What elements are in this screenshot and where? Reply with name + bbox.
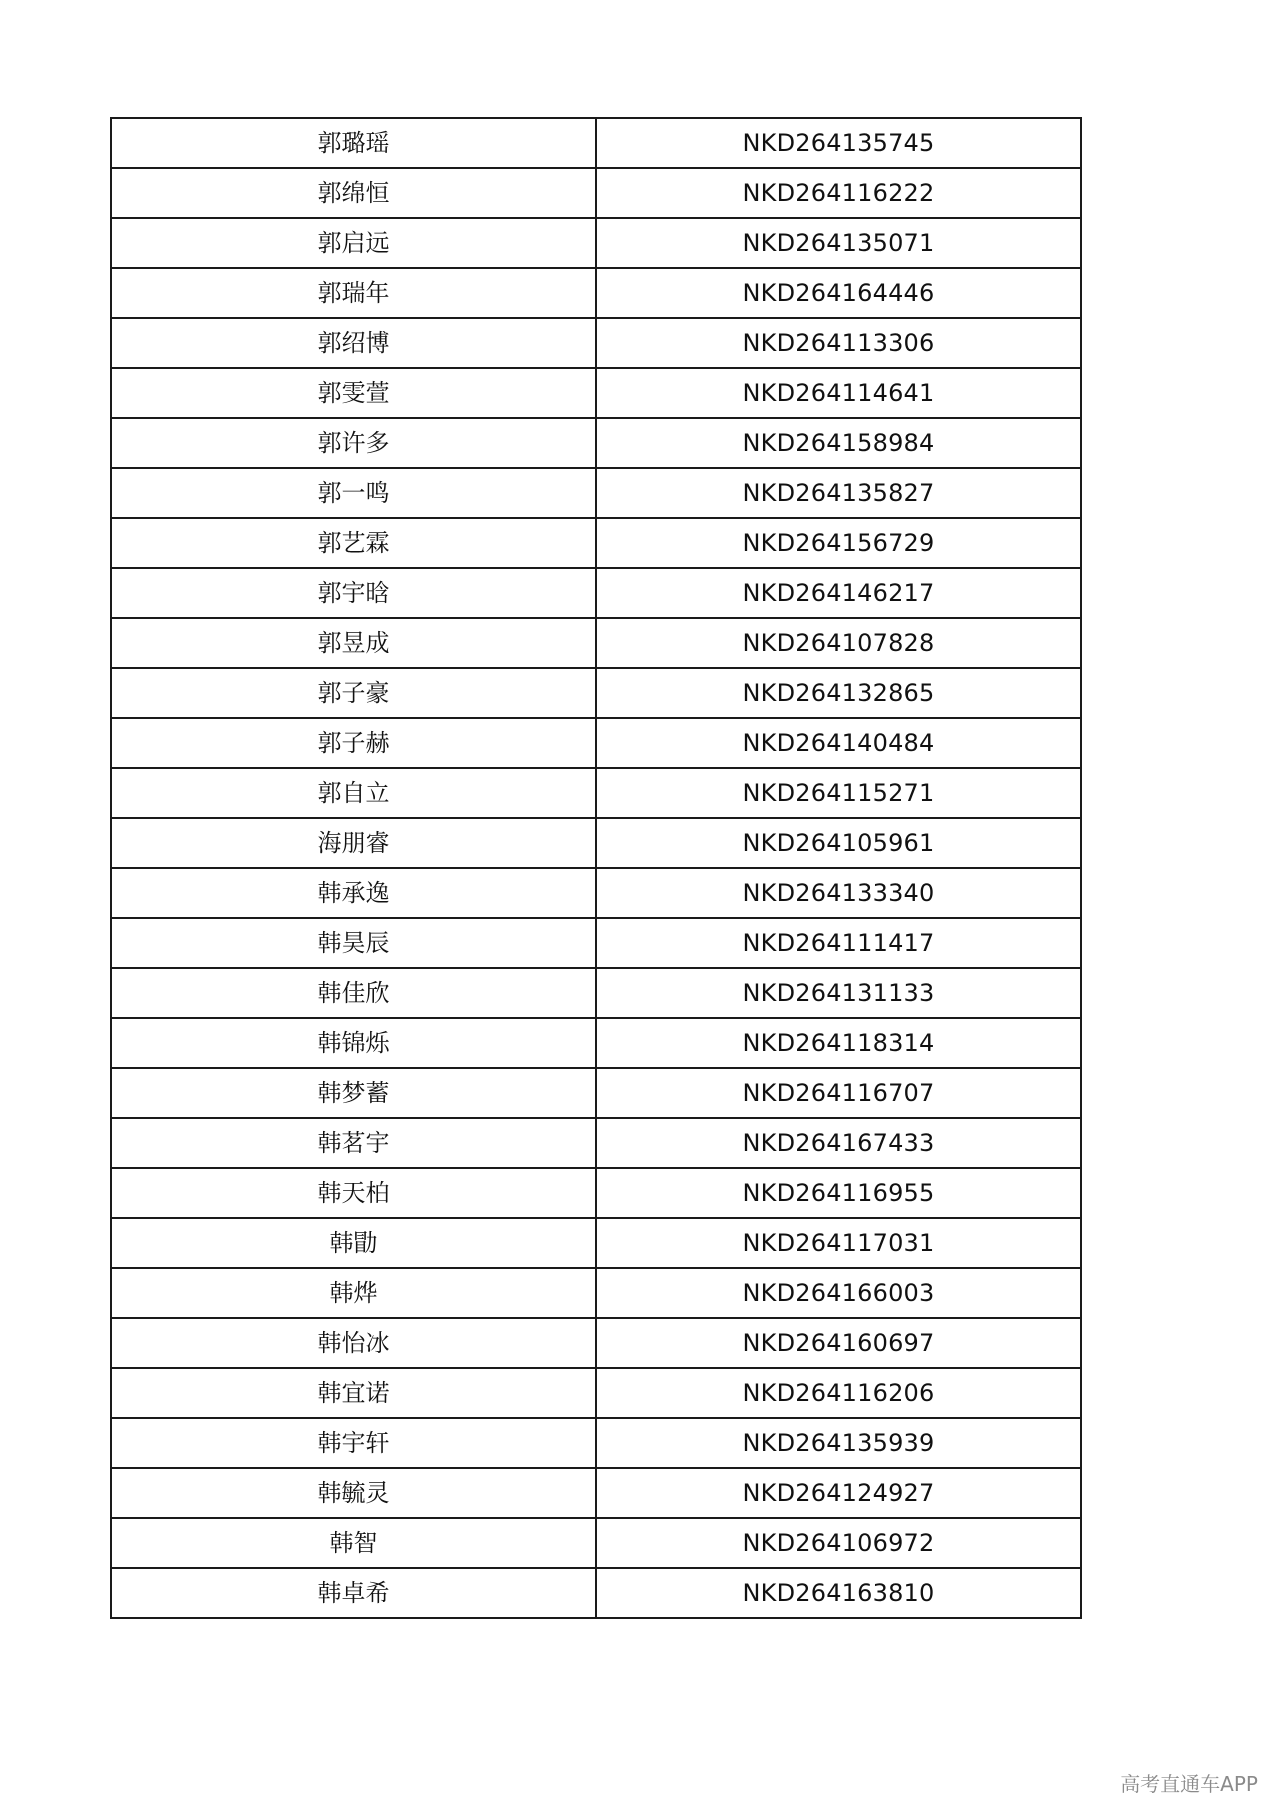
- id-cell: NKD264116206: [596, 1368, 1081, 1418]
- name-cell: 韩茗宇: [111, 1118, 596, 1168]
- id-cell: NKD264116222: [596, 168, 1081, 218]
- name-cell: 韩承逸: [111, 868, 596, 918]
- name-cell: 郭一鸣: [111, 468, 596, 518]
- id-cell: NKD264166003: [596, 1268, 1081, 1318]
- table-row: [111, 1018, 1081, 1068]
- name-cell: 韩卓希: [111, 1568, 596, 1618]
- roster-table: [110, 117, 1082, 1619]
- name-cell: 郭自立: [111, 768, 596, 818]
- name-cell: 郭启远: [111, 218, 596, 268]
- table-row: [111, 1168, 1081, 1218]
- id-cell: NKD264114641: [596, 368, 1081, 418]
- id-cell: NKD264135939: [596, 1418, 1081, 1468]
- id-cell: NKD264160697: [596, 1318, 1081, 1368]
- table-row: [111, 418, 1081, 468]
- id-cell: NKD264158984: [596, 418, 1081, 468]
- table-row: [111, 568, 1081, 618]
- id-cell: NKD264106972: [596, 1518, 1081, 1568]
- name-cell: 韩宜诺: [111, 1368, 596, 1418]
- id-cell: NKD264167433: [596, 1118, 1081, 1168]
- name-cell: 韩毓灵: [111, 1468, 596, 1518]
- name-cell: 郭雯萱: [111, 368, 596, 418]
- id-cell: NKD264135745: [596, 118, 1081, 168]
- id-cell: NKD264163810: [596, 1568, 1081, 1618]
- table-row: [111, 1518, 1081, 1568]
- name-cell: 韩宇轩: [111, 1418, 596, 1468]
- table-row: [111, 618, 1081, 668]
- id-cell: NKD264111417: [596, 918, 1081, 968]
- id-cell: NKD264131133: [596, 968, 1081, 1018]
- name-cell: 郭绍博: [111, 318, 596, 368]
- name-cell: 韩天柏: [111, 1168, 596, 1218]
- id-cell: NKD264132865: [596, 668, 1081, 718]
- name-cell: 韩锦烁: [111, 1018, 596, 1068]
- table-row: [111, 718, 1081, 768]
- name-cell: 韩梦蓄: [111, 1068, 596, 1118]
- table-row: [111, 368, 1081, 418]
- table-row: [111, 818, 1081, 868]
- name-cell: 郭许多: [111, 418, 596, 468]
- id-cell: NKD264116955: [596, 1168, 1081, 1218]
- id-cell: NKD264118314: [596, 1018, 1081, 1068]
- name-cell: 郭子豪: [111, 668, 596, 718]
- table-row: [111, 1068, 1081, 1118]
- id-cell: NKD264156729: [596, 518, 1081, 568]
- table-row: [111, 918, 1081, 968]
- table-row: [111, 1418, 1081, 1468]
- roster-body: [111, 118, 1081, 1618]
- name-cell: 韩烨: [111, 1268, 596, 1318]
- name-cell: 郭绵恒: [111, 168, 596, 218]
- table-row: [111, 118, 1081, 168]
- table-row: [111, 1368, 1081, 1418]
- name-cell: 郭子赫: [111, 718, 596, 768]
- name-cell: 郭瑞年: [111, 268, 596, 318]
- id-cell: NKD264133340: [596, 868, 1081, 918]
- id-cell: NKD264146217: [596, 568, 1081, 618]
- name-cell: 韩怡冰: [111, 1318, 596, 1368]
- table-row: [111, 868, 1081, 918]
- id-cell: NKD264117031: [596, 1218, 1081, 1268]
- name-cell: 郭璐瑶: [111, 118, 596, 168]
- id-cell: NKD264115271: [596, 768, 1081, 818]
- name-cell: 郭宇晗: [111, 568, 596, 618]
- id-cell: NKD264124927: [596, 1468, 1081, 1518]
- table-row: [111, 1268, 1081, 1318]
- name-cell: 海朋睿: [111, 818, 596, 868]
- name-cell: 韩昊辰: [111, 918, 596, 968]
- id-cell: NKD264116707: [596, 1068, 1081, 1118]
- id-cell: NKD264105961: [596, 818, 1081, 868]
- table-row: [111, 768, 1081, 818]
- watermark: 高考直通车APP: [1120, 1772, 1258, 1796]
- name-cell: 郭艺霖: [111, 518, 596, 568]
- table-row: [111, 1468, 1081, 1518]
- id-cell: NKD264135071: [596, 218, 1081, 268]
- table-row: [111, 668, 1081, 718]
- table-row: [111, 518, 1081, 568]
- id-cell: NKD264164446: [596, 268, 1081, 318]
- table-row: [111, 218, 1081, 268]
- name-cell: 韩佳欣: [111, 968, 596, 1018]
- name-cell: 郭昱成: [111, 618, 596, 668]
- id-cell: NKD264135827: [596, 468, 1081, 518]
- table-row: [111, 1568, 1081, 1618]
- table-row: [111, 1218, 1081, 1268]
- table-row: [111, 318, 1081, 368]
- table-row: [111, 968, 1081, 1018]
- id-cell: NKD264140484: [596, 718, 1081, 768]
- id-cell: NKD264113306: [596, 318, 1081, 368]
- id-cell: NKD264107828: [596, 618, 1081, 668]
- name-cell: 韩勖: [111, 1218, 596, 1268]
- table-row: [111, 268, 1081, 318]
- name-cell: 韩智: [111, 1518, 596, 1568]
- table-row: [111, 168, 1081, 218]
- table-row: [111, 468, 1081, 518]
- table-row: [111, 1118, 1081, 1168]
- table-row: [111, 1318, 1081, 1368]
